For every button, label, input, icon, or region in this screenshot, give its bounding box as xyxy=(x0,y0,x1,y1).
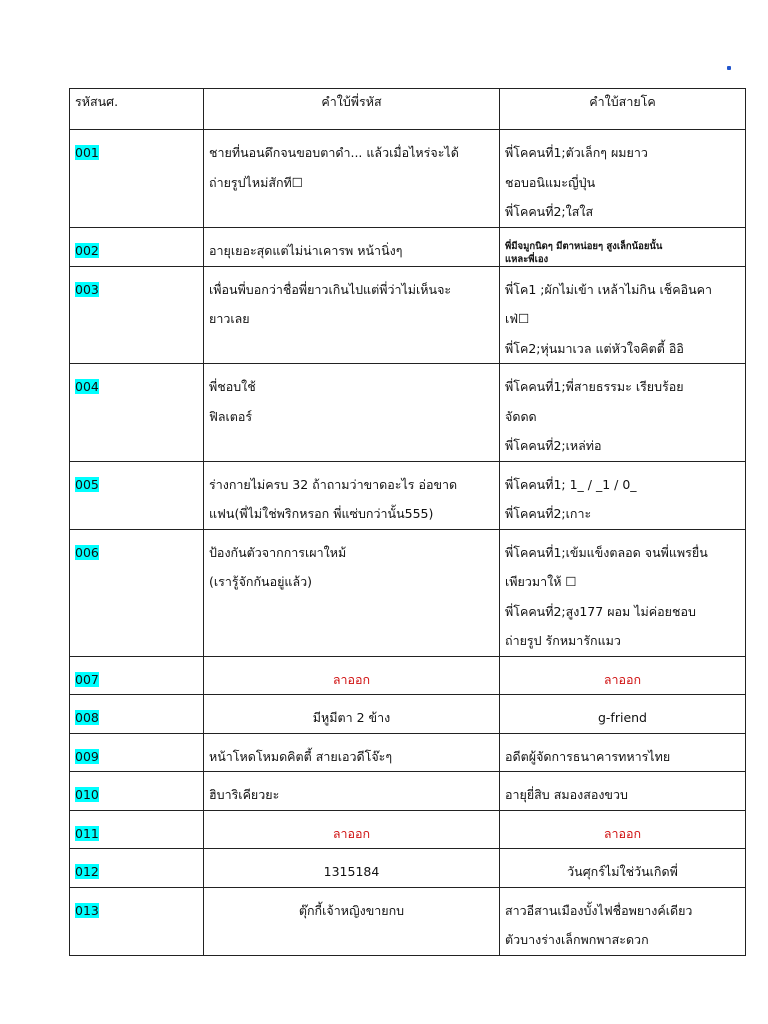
student-code-cell xyxy=(70,810,204,849)
senior-clue-cell xyxy=(204,227,500,266)
senior-clue-cell xyxy=(204,887,500,955)
senior-clue-cell xyxy=(204,849,500,888)
senior-clue-line: ร่างกายไม่ครบ 32 ถ้าถามว่าขาดอะไร อ่อขาด xyxy=(209,476,458,492)
line-clue-cell xyxy=(500,849,746,888)
senior-clue-line: ป้องกันตัวจากการเผาใหม้ xyxy=(209,544,347,560)
student-code-cell xyxy=(70,130,204,228)
senior-clue-cell xyxy=(204,266,500,364)
header-line-clue: คำใบ้สายโค xyxy=(500,89,746,130)
student-code-cell xyxy=(70,364,204,462)
student-code-cell xyxy=(70,695,204,734)
line-clue-line: พี่มีจมูกนิดๆ มีตาหน่อยๆ สูงเล็กน้อยนั้น xyxy=(505,240,663,252)
line-clue-line: เพียวมาให้ ☐ xyxy=(505,574,577,589)
senior-clue-text: ตุ๊กกี้เจ้าหญิงขายกบ xyxy=(298,902,405,918)
line-clue-text: g-friend xyxy=(597,710,647,725)
line-clue-line: พี่โคคนที่1;ตัวเล็กๆ ผมยาว xyxy=(505,145,648,160)
student-code: 010 xyxy=(75,787,99,802)
clue-table xyxy=(69,88,746,956)
line-clue-line: พี่โคคนที่2;ใสใส xyxy=(505,204,594,219)
line-clue-cell xyxy=(500,887,746,955)
line-clue-cell xyxy=(500,266,746,364)
student-code-cell xyxy=(70,227,204,266)
student-code: 011 xyxy=(75,825,99,841)
student-code-cell xyxy=(70,887,204,955)
line-clue-line: พี่โคคนที่1; 1_ / _1 / 0_ xyxy=(505,476,637,492)
student-code: 012 xyxy=(75,864,99,879)
senior-clue-line: ฮิบาริเคียวยะ xyxy=(209,787,280,802)
student-code: 004 xyxy=(75,379,99,394)
student-code-cell xyxy=(70,772,204,811)
line-clue-line: ตัวบางร่างเล็กพกพาสะดวก xyxy=(505,932,649,947)
table-row xyxy=(70,364,746,462)
table-row xyxy=(70,227,746,266)
line-clue-text: ลาออก xyxy=(603,671,642,687)
line-clue-line: พี่โคคนที่2;เกาะ xyxy=(505,506,592,521)
senior-clue-text: 1315184 xyxy=(323,864,380,879)
student-code-cell xyxy=(70,529,204,656)
line-clue-line: แหละพี่เอง xyxy=(505,253,549,265)
student-code: 007 xyxy=(75,671,99,687)
line-clue-line: พี่โคคนที่2;สูง177 ผอม ไม่ค่อยชอบ xyxy=(505,603,696,619)
student-code: 006 xyxy=(75,544,99,560)
table-row xyxy=(70,810,746,849)
senior-clue-cell xyxy=(204,130,500,228)
line-clue-line: สาวอีสานเมืองบั้งไฟชื่อพยางค์เดียว xyxy=(505,902,693,918)
line-clue-line: พี่โคคนที่1;พี่สายธรรมะ เรียบร้อย xyxy=(505,379,684,394)
senior-clue-cell xyxy=(204,733,500,772)
line-clue-cell xyxy=(500,810,746,849)
table-row xyxy=(70,887,746,955)
student-code-cell xyxy=(70,849,204,888)
senior-clue-line: พี่ชอบใช้ xyxy=(209,379,256,394)
line-clue-line: ชอบอนิแมะญี่ปุ่น xyxy=(505,174,596,190)
senior-clue-line: ถ่ายรูปไหม่สักที☐ xyxy=(209,174,303,190)
header-senior-clue: คำใบ้พี่รหัส xyxy=(204,89,500,130)
page-mark-dot xyxy=(727,66,731,70)
table-row xyxy=(70,461,746,529)
line-clue-line: อายุยี่สิบ สมองสองขวบ xyxy=(505,787,628,802)
student-code: 008 xyxy=(75,710,99,725)
line-clue-cell xyxy=(500,130,746,228)
senior-clue-line: หน้าโหดโหมดคิตตี้ สายเอวดีโจ๊ะๆ xyxy=(209,748,393,764)
senior-clue-line: ฟิลเตอร์ xyxy=(209,408,253,424)
line-clue-line: จัดดด xyxy=(505,408,537,424)
line-clue-line: พี่โคคนที่2;เหล่ท่อ xyxy=(505,438,602,453)
line-clue-text: วันศุกร์ไม่ใช่วันเกิดพี่ xyxy=(567,864,678,879)
line-clue-line: พี่โคคนที่1;เข้มแข็งตลอด จนพี่แพรยื่น xyxy=(505,544,708,560)
line-clue-text: ลาออก xyxy=(603,825,642,841)
table-body xyxy=(70,130,746,956)
line-clue-line: พี่โค2;หุ่นมาเวล แต่หัวใจคิตตี้ อิอิ xyxy=(505,340,684,356)
line-clue-cell xyxy=(500,772,746,811)
line-clue-cell xyxy=(500,529,746,656)
senior-clue-line: อายุเยอะสุดแต่ไม่น่าเคารพ หน้านิ่งๆ xyxy=(209,242,403,258)
table-row xyxy=(70,733,746,772)
line-clue-line: พี่โค1 ;ผักไม่เข้า เหล้าไม่กิน เช็คอินคา xyxy=(505,281,713,297)
line-clue-cell xyxy=(500,733,746,772)
student-code-cell xyxy=(70,266,204,364)
student-code-cell xyxy=(70,733,204,772)
senior-clue-cell xyxy=(204,656,500,695)
senior-clue-line: ยาวเลย xyxy=(209,311,250,326)
student-code-cell xyxy=(70,656,204,695)
student-code: 013 xyxy=(75,902,99,918)
table-row xyxy=(70,130,746,228)
student-code: 005 xyxy=(75,476,99,492)
student-code: 001 xyxy=(75,145,99,160)
student-code: 002 xyxy=(75,242,99,258)
senior-clue-text: มีหูมีตา 2 ข้าง xyxy=(312,710,391,725)
senior-clue-line: แฟน(พี่ไม่ใช่พริกหรอก พี่แซ่บกว่านั้น555) xyxy=(209,506,434,521)
header-code: รหัสนศ. xyxy=(70,89,204,130)
senior-clue-cell xyxy=(204,529,500,656)
senior-clue-line: (เรารู้จักกันอยู่แล้ว) xyxy=(209,574,313,589)
senior-clue-cell xyxy=(204,772,500,811)
table-header-row xyxy=(70,89,746,130)
table-row xyxy=(70,656,746,695)
line-clue-cell xyxy=(500,695,746,734)
line-clue-cell xyxy=(500,461,746,529)
senior-clue-line: ชายที่นอนดึกจนขอบตาดำ... แล้วเมื่อไหร่จะได้ xyxy=(209,145,459,160)
student-code-cell xyxy=(70,461,204,529)
senior-clue-cell xyxy=(204,695,500,734)
senior-clue-cell xyxy=(204,461,500,529)
line-clue-cell xyxy=(500,656,746,695)
table-row xyxy=(70,529,746,656)
line-clue-line: อดีตผู้จัดการธนาคารทหารไทย xyxy=(505,748,671,764)
senior-clue-text: ลาออก xyxy=(332,825,371,841)
table-row xyxy=(70,849,746,888)
line-clue-line: ถ่ายรูป รักหมารักแมว xyxy=(505,633,621,648)
line-clue-cell xyxy=(500,227,746,266)
student-code: 009 xyxy=(75,748,99,764)
table-row xyxy=(70,772,746,811)
line-clue-line: เฟ่☐ xyxy=(505,311,530,326)
senior-clue-cell xyxy=(204,810,500,849)
line-clue-cell xyxy=(500,364,746,462)
student-code: 003 xyxy=(75,281,99,297)
table-row xyxy=(70,695,746,734)
table-row xyxy=(70,266,746,364)
senior-clue-cell xyxy=(204,364,500,462)
senior-clue-text: ลาออก xyxy=(332,671,371,687)
senior-clue-line: เพื่อนพี่บอกว่าชื่อพี่ยาวเกินไปแต่พี่ว่าไม่เห็นจะ xyxy=(209,281,452,297)
